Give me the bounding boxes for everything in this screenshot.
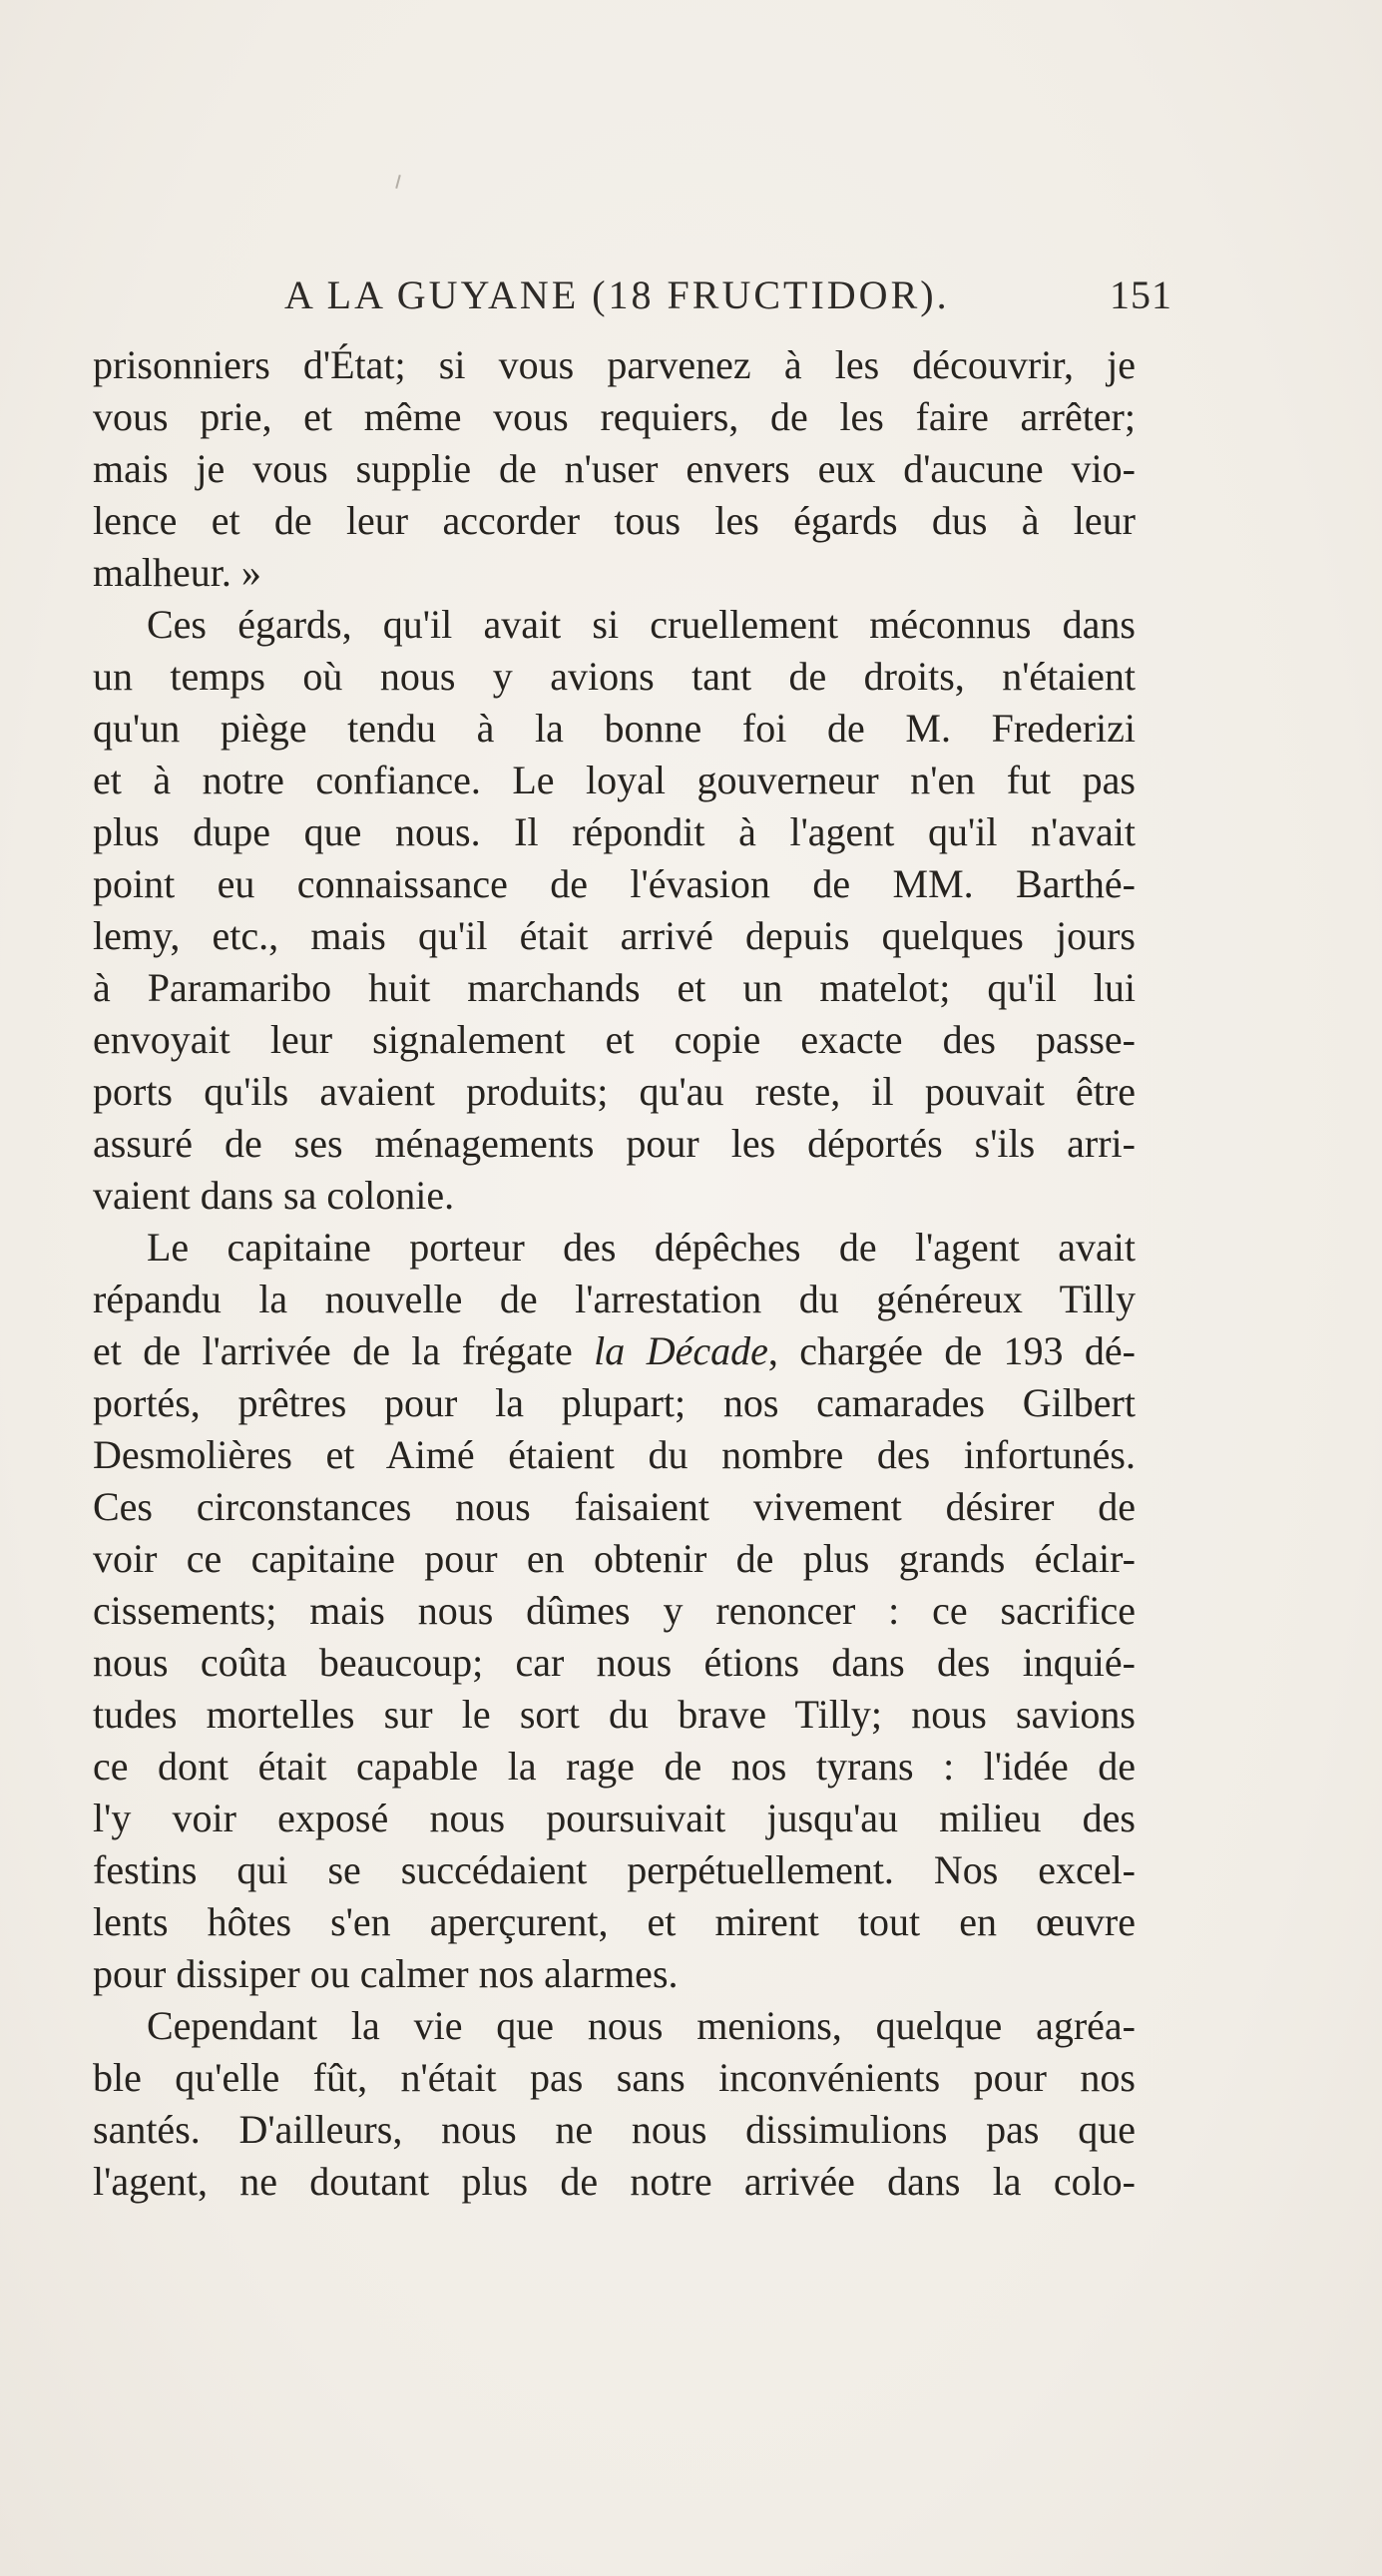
text-line: pour dissiper ou calmer nos alarmes.: [93, 1951, 679, 1996]
text-line: [93, 1325, 1136, 1377]
text-line: à Paramaribo huit marchands et un matelot; qu'il lui: [93, 965, 1136, 1010]
text-line: envoyait leur signalement et copie exacte des passe-: [93, 1017, 1136, 1062]
text-line: lemy, etc., mais qu'il était arrivé depuis quelques jours: [93, 913, 1136, 958]
text-line: mais je vous supplie de n'user envers eux d'aucune vio-: [93, 446, 1136, 491]
text-line: cissements; mais nous dûmes y renoncer : ce sacrifice: [93, 1588, 1136, 1633]
text-line: l'agent, ne doutant plus de notre arrivée dans la colo-: [93, 2159, 1136, 2204]
text-line: portés, prêtres pour la plupart; nos camarades Gilbert: [93, 1380, 1136, 1425]
text-line: Ces circonstances nous faisaient vivement désirer de: [93, 1484, 1136, 1529]
text-line: festins qui se succédaient perpétuellement. Nos excel-: [93, 1847, 1136, 1892]
text-line: répandu la nouvelle de l'arrestation du généreux Tilly: [93, 1277, 1136, 1321]
text-line: et à notre confiance. Le loyal gouverneur n'en fut pas: [93, 758, 1136, 802]
text-line: vaient dans sa colonie.: [93, 1173, 455, 1218]
text-line: Ces égards, qu'il avait si cruellement méconnus dans: [147, 602, 1136, 647]
running-head: [284, 271, 1172, 331]
text-line: Desmolières et Aimé étaient du nombre des infortunés.: [93, 1432, 1136, 1477]
text-line: assuré de ses ménagements pour les déportés s'ils arri-: [93, 1121, 1136, 1166]
text-line: qu'un piège tendu à la bonne foi de M. Frederizi: [93, 706, 1136, 751]
text-segment: , chargée de 193 dé-: [767, 1328, 1136, 1373]
text-line: lents hôtes s'en aperçurent, et mirent tout en œuvre: [93, 1899, 1136, 1944]
text-line: ble qu'elle fût, n'était pas sans inconvénients pour nos: [93, 2055, 1136, 2100]
text-line: tudes mortelles sur le sort du brave Tilly; nous savions: [93, 1692, 1136, 1737]
text-line: Cependant la vie que nous menions, quelque agréa-: [147, 2003, 1136, 2048]
text-line: santés. D'ailleurs, nous ne nous dissimulions pas que: [93, 2107, 1136, 2152]
text-line: prisonniers d'État; si vous parvenez à les découvrir, je: [93, 342, 1136, 387]
text-line: l'y voir exposé nous poursuivait jusqu'au milieu des: [93, 1796, 1136, 1840]
text-line: plus dupe que nous. Il répondit à l'agent qu'il n'avait: [93, 809, 1136, 854]
text-segment: et de l'arrivée de la frégate: [93, 1328, 595, 1373]
text-line: vous prie, et même vous requiers, de les faire arrêter;: [93, 394, 1136, 439]
ink-mark: [395, 175, 401, 189]
text-line: un temps où nous y avions tant de droits, n'étaient: [93, 654, 1136, 699]
page-number: 151: [1110, 272, 1172, 317]
text-line: ce dont était capable la rage de nos tyrans : l'idée de: [93, 1744, 1136, 1789]
text-line: point eu connaissance de l'évasion de MM. Barthé-: [93, 861, 1136, 906]
text-line: malheur. »: [93, 550, 261, 595]
text-line: nous coûta beaucoup; car nous étions dans des inquié-: [93, 1640, 1136, 1685]
text-line: lence et de leur accorder tous les égards dus à leur: [93, 498, 1136, 543]
text-line: ports qu'ils avaient produits; qu'au reste, il pouvait être: [93, 1069, 1136, 1114]
text-line: Le capitaine porteur des dépêches de l'agent avait: [147, 1225, 1136, 1270]
running-head-title: A LA GUYANE (18 FRUCTIDOR).: [284, 272, 950, 317]
body-text: [93, 339, 1136, 2208]
text-line: voir ce capitaine pour en obtenir de plus grands éclair-: [93, 1536, 1136, 1581]
ship-name-italic: la Décade: [594, 1328, 768, 1373]
